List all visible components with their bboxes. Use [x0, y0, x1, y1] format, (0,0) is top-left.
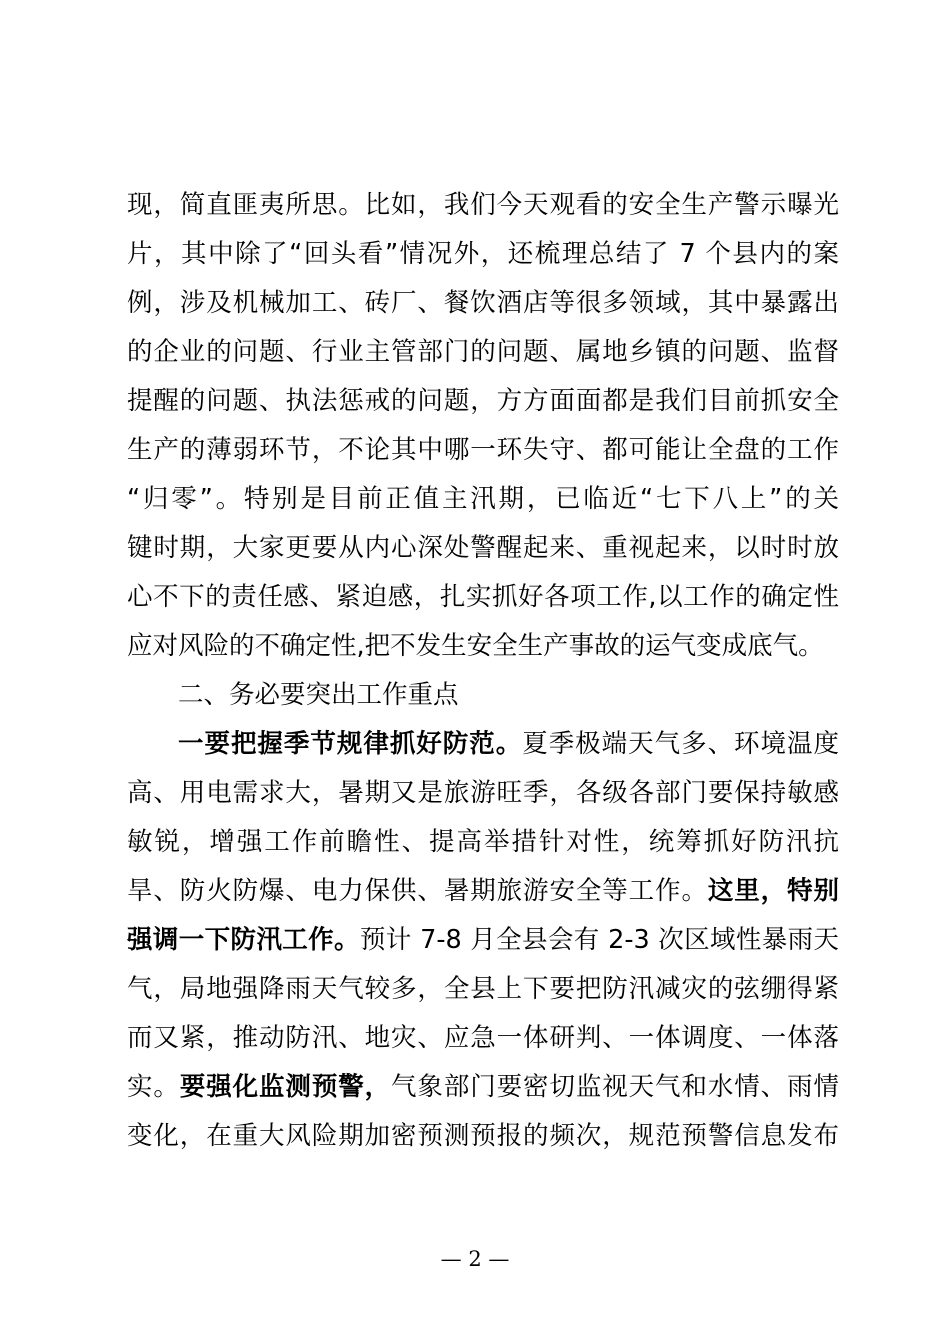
page-number: — 2 — [440, 1247, 510, 1271]
line-16-bold-lead: 强调一下防汛工作。 [127, 925, 360, 955]
line-8-text: 键时期，大家更要从内心深处警醒起来、重视起来，以时时放 [127, 533, 839, 563]
text-line-6 [127, 426, 839, 475]
text-line-5 [127, 377, 839, 426]
section-heading [127, 671, 839, 720]
line-2-text: 片，其中除了“回头看”情况外，还梳理总结了 7 个县内的案 [127, 239, 839, 269]
line-10-text: 应对风险的不确定性,把不发生安全生产事故的运气变成底气。 [127, 631, 824, 661]
text-line-17 [127, 965, 839, 1014]
document-body [127, 181, 839, 1161]
line-13-text: 高、用电需求大，暑期又是旅游旺季，各级各部门要保持敏感 [127, 778, 839, 808]
line-5-text: 提醒的问题、执法惩戒的问题，方方面面都是我们目前抓安全 [127, 386, 839, 416]
text-line-16 [127, 916, 839, 965]
text-line-3 [127, 279, 839, 328]
text-line-20 [127, 1112, 839, 1161]
text-line-4 [127, 328, 839, 377]
line-3-text: 例，涉及机械加工、砖厂、餐饮酒店等很多领域，其中暴露出 [127, 288, 839, 318]
text-line-12 [127, 720, 839, 769]
text-line-18 [127, 1014, 839, 1063]
text-line-2 [127, 230, 839, 279]
text-line-8 [127, 524, 839, 573]
line-17-text: 气，局地强降雨天气较多，全县上下要把防汛减灾的弦绷得紧 [127, 974, 839, 1004]
text-line-9 [127, 573, 839, 622]
line-19-text: 实。 [127, 1072, 180, 1102]
line-12-bold-lead: 一要把握季节规律抓好防范。 [178, 729, 523, 759]
line-7-text: “归零”。特别是目前正值主汛期，已临近“七下八上”的关 [127, 484, 839, 514]
line-14-text: 敏锐，增强工作前瞻性、提高举措针对性，统筹抓好防汛抗 [127, 827, 839, 857]
line-19-bold-mid: 要强化监测预警， [179, 1072, 392, 1102]
text-line-1 [127, 181, 839, 230]
line-9-text: 心不下的责任感、紧迫感，扎实抓好各项工作,以工作的确定性 [127, 582, 839, 612]
line-6-text: 生产的薄弱环节，不论其中哪一环失守、都可能让全盘的工作 [127, 435, 839, 465]
line-16-text: 预计 7-8 月全县会有 2-3 次区域性暴雨天 [359, 925, 839, 955]
line-1-text: 现，简直匪夷所思。比如，我们今天观看的安全生产警示曝光 [127, 190, 839, 220]
text-line-7 [127, 475, 839, 524]
text-line-13 [127, 769, 839, 818]
line-19-text-tail: 气象部门要密切监视天气和水情、雨情 [391, 1072, 839, 1102]
line-15-text: 旱、防火防爆、电力保供、暑期旅游安全等工作。 [127, 876, 708, 906]
line-12-text: 夏季极端天气多、环境温度 [522, 729, 839, 759]
text-line-14 [127, 818, 839, 867]
line-20-text: 变化，在重大风险期加密预测预报的频次，规范预警信息发布 [127, 1121, 839, 1151]
line-18-text: 而又紧，推动防汛、地灾、应急一体研判、一体调度、一体落 [127, 1023, 839, 1053]
line-15-bold-tail: 这里，特别 [707, 876, 839, 906]
text-line-15 [127, 867, 839, 916]
line-4-text: 的企业的问题、行业主管部门的问题、属地乡镇的问题、监督 [127, 337, 839, 367]
text-line-19 [127, 1063, 839, 1112]
section-heading-text: 二、务必要突出工作重点 [178, 680, 459, 710]
text-line-10 [127, 622, 839, 671]
